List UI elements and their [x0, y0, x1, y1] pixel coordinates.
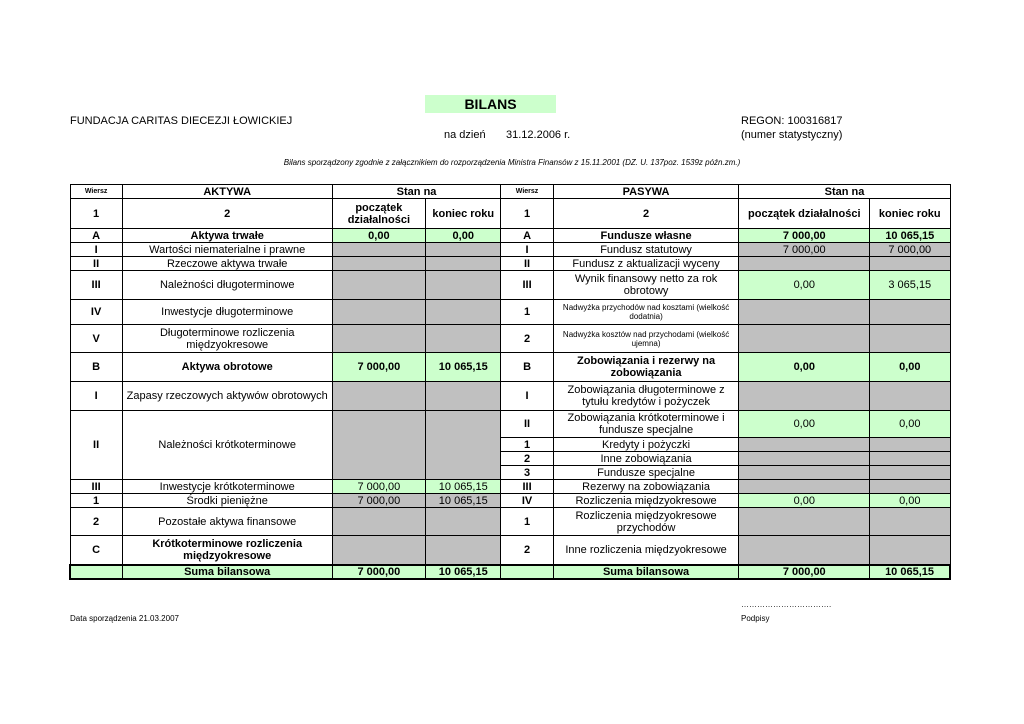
- row-7-left-end: [426, 382, 501, 411]
- row-7-right-start: [739, 382, 870, 411]
- row-1-left-end: [426, 243, 501, 257]
- row-3-left-start: [332, 271, 425, 300]
- row-1-left-start: [332, 243, 425, 257]
- row-15-left-start: [332, 536, 425, 565]
- regon-note: (numer statystyczny): [741, 129, 843, 141]
- row-12-right-label: Rezerwy na zobowiązania: [553, 480, 739, 494]
- row-15-left-no: C: [70, 536, 122, 565]
- row-4-left-end: [426, 300, 501, 325]
- row-5-right-end: [870, 325, 950, 353]
- row-7-left-label: Zapasy rzeczowych aktywów obrotowych: [122, 382, 332, 411]
- legal-note: Bilans sporządzony zgodnie z załącznikiem do rozporządzenia Ministra Finansów z 15.11.2001 (DZ. U. 137poz. 1539z późn.zm.): [283, 158, 741, 167]
- row-3-right-end: 3 065,15: [870, 271, 950, 300]
- row-4-right-label: Nadwyżka przychodów nad kosztami (wielkość dodatnia): [553, 300, 739, 325]
- row-13-left-no: 1: [70, 494, 122, 508]
- row-8-right-end: 0,00: [870, 411, 950, 438]
- row-11-right-start: [739, 466, 870, 480]
- row-5-left-no: V: [70, 325, 122, 353]
- row-4-right-end: [870, 300, 950, 325]
- row-14-right-end: [870, 508, 950, 536]
- row-13-left-start: 7 000,00: [332, 494, 425, 508]
- row-7-right-end: [870, 382, 950, 411]
- row-14-right-no: 1: [501, 508, 553, 536]
- row-15-left-label: Krótkoterminowe rozliczenia międzyokresowe: [122, 536, 332, 565]
- header-poczatek-right: początek działalności: [739, 199, 870, 229]
- row-2-right-label: Fundusz z aktualizacji wyceny: [553, 257, 739, 271]
- row-1-right-start: 7 000,00: [739, 243, 870, 257]
- row-9-right-start: [739, 438, 870, 452]
- row-5-right-label: Nadwyżka kosztów nad przychodami (wielkość ujemna): [553, 325, 739, 353]
- header-col-2-right: 2: [553, 199, 739, 229]
- row-10-right-start: [739, 452, 870, 466]
- row-9-right-label: Kredyty i pożyczki: [553, 438, 739, 452]
- row-3-left-end: [426, 271, 501, 300]
- row-4-right-start: [739, 300, 870, 325]
- row-0-left-start: 0,00: [332, 229, 425, 243]
- row-15-right-no: 2: [501, 536, 553, 565]
- row-3-right-label: Wynik finansowy netto za rok obrotowy: [553, 271, 739, 300]
- row-6-left-no: B: [70, 353, 122, 382]
- row-14-left-end: [426, 508, 501, 536]
- row-6-right-no: B: [501, 353, 553, 382]
- balance-table: [69, 184, 951, 580]
- sum-left-start: 7 000,00: [332, 565, 425, 579]
- row-4-left-no: IV: [70, 300, 122, 325]
- row-12-left-start: 7 000,00: [332, 480, 425, 494]
- row-8-right-start: 0,00: [739, 411, 870, 438]
- row-5-left-end: [426, 325, 501, 353]
- header-koniec-right: koniec roku: [870, 199, 950, 229]
- date-value: 31.12.2006 r.: [506, 129, 571, 141]
- row-15-right-label: Inne rozliczenia międzyokresowe: [553, 536, 739, 565]
- row-10-right-label: Inne zobowiązania: [553, 452, 739, 466]
- row-8-right-no: II: [501, 411, 553, 438]
- document-title: BILANS: [425, 95, 556, 113]
- row-15-right-end: [870, 536, 950, 565]
- header-wiersz-right: Wiersz: [501, 185, 553, 199]
- row-3-left-label: Należności długoterminowe: [122, 271, 332, 300]
- header-koniec-left: koniec roku: [426, 199, 501, 229]
- header-pasywa: PASYWA: [553, 185, 739, 199]
- row-12-left-end: 10 065,15: [426, 480, 501, 494]
- row-6-right-end: 0,00: [870, 353, 950, 382]
- row-12-right-no: III: [501, 480, 553, 494]
- row-11-right-end: [870, 466, 950, 480]
- row-2-right-no: II: [501, 257, 553, 271]
- row-0-right-start: 7 000,00: [739, 229, 870, 243]
- date-label: na dzień: [444, 129, 486, 141]
- row-2-right-start: [739, 257, 870, 271]
- row-5-left-start: [332, 325, 425, 353]
- row-14-left-label: Pozostałe aktywa finansowe: [122, 508, 332, 536]
- row-1-left-no: I: [70, 243, 122, 257]
- row-7-left-no: I: [70, 382, 122, 411]
- row-8-right-label: Zobowiązania krótkoterminowe i fundusze specjalne: [553, 411, 739, 438]
- row-0-right-end: 10 065,15: [870, 229, 950, 243]
- row-7-right-no: I: [501, 382, 553, 411]
- row-15-left-end: [426, 536, 501, 565]
- row-12-left-no: III: [70, 480, 122, 494]
- row-9-right-no: 1: [501, 438, 553, 452]
- row-14-right-label: Rozliczenia międzyokresowe przychodów: [553, 508, 739, 536]
- header-aktywa: AKTYWA: [122, 185, 332, 199]
- header-col-1-left: 1: [70, 199, 122, 229]
- row-5-right-no: 2: [501, 325, 553, 353]
- row-7-left-start: [332, 382, 425, 411]
- row-14-left-start: [332, 508, 425, 536]
- row-9-right-end: [870, 438, 950, 452]
- row-6-right-label: Zobowiązania i rezerwy na zobowiązania: [553, 353, 739, 382]
- row-0-left-no: A: [70, 229, 122, 243]
- sum-right-no: [501, 565, 553, 579]
- row-0-left-end: 0,00: [426, 229, 501, 243]
- sum-left-end: 10 065,15: [426, 565, 501, 579]
- header-stan-na-left: Stan na: [332, 185, 501, 199]
- row-6-left-label: Aktywa obrotowe: [122, 353, 332, 382]
- sum-right-label: Suma bilansowa: [553, 565, 739, 579]
- organization-name: FUNDACJA CARITAS DIECEZJI ŁOWICKIEJ: [70, 115, 293, 127]
- sum-left-no: [70, 565, 122, 579]
- row-13-left-end: 10 065,15: [426, 494, 501, 508]
- preparation-date: Data sporządzenia 21.03.2007: [70, 614, 179, 623]
- row-14-left-no: 2: [70, 508, 122, 536]
- row-10-right-end: [870, 452, 950, 466]
- row-4-right-no: 1: [501, 300, 553, 325]
- row-5-left-label: Długoterminowe rozliczenia międzyokresowe: [122, 325, 332, 353]
- row-3-right-start: 0,00: [739, 271, 870, 300]
- row-8-left-start: [332, 411, 425, 480]
- row-1-right-label: Fundusz statutowy: [553, 243, 739, 257]
- row-12-left-label: Inwestycje krótkoterminowe: [122, 480, 332, 494]
- row-6-left-end: 10 065,15: [426, 353, 501, 382]
- row-13-right-label: Rozliczenia międzyokresowe: [553, 494, 739, 508]
- regon-number: REGON: 100316817: [741, 115, 843, 127]
- row-2-left-end: [426, 257, 501, 271]
- header-stan-na-right: Stan na: [739, 185, 950, 199]
- row-6-left-start: 7 000,00: [332, 353, 425, 382]
- header-col-1-right: 1: [501, 199, 553, 229]
- row-15-right-start: [739, 536, 870, 565]
- row-6-right-start: 0,00: [739, 353, 870, 382]
- row-2-left-no: II: [70, 257, 122, 271]
- row-11-right-label: Fundusze specjalne: [553, 466, 739, 480]
- row-13-left-label: Środki pieniężne: [122, 494, 332, 508]
- header-poczatek-left: początek działalności: [332, 199, 425, 229]
- row-13-right-no: IV: [501, 494, 553, 508]
- row-0-left-label: Aktywa trwałe: [122, 229, 332, 243]
- sum-left-label: Suma bilansowa: [122, 565, 332, 579]
- row-8-left-no: II: [70, 411, 122, 480]
- row-13-right-start: 0,00: [739, 494, 870, 508]
- row-10-right-no: 2: [501, 452, 553, 466]
- row-4-left-start: [332, 300, 425, 325]
- row-8-left-end: [426, 411, 501, 480]
- row-14-right-start: [739, 508, 870, 536]
- row-12-right-end: [870, 480, 950, 494]
- row-11-right-no: 3: [501, 466, 553, 480]
- row-0-right-label: Fundusze własne: [553, 229, 739, 243]
- row-1-right-no: I: [501, 243, 553, 257]
- row-4-left-label: Inwestycje długoterminowe: [122, 300, 332, 325]
- row-3-right-no: III: [501, 271, 553, 300]
- header-col-2-left: 2: [122, 199, 332, 229]
- row-0-right-no: A: [501, 229, 553, 243]
- signature-line: …………………………….: [741, 600, 832, 609]
- sum-right-end: 10 065,15: [870, 565, 950, 579]
- header-wiersz-left: Wiersz: [70, 185, 122, 199]
- row-5-right-start: [739, 325, 870, 353]
- row-1-left-label: Wartości niematerialne i prawne: [122, 243, 332, 257]
- row-2-left-label: Rzeczowe aktywa trwałe: [122, 257, 332, 271]
- row-2-right-end: [870, 257, 950, 271]
- sum-right-start: 7 000,00: [739, 565, 870, 579]
- row-13-right-end: 0,00: [870, 494, 950, 508]
- row-3-left-no: III: [70, 271, 122, 300]
- row-7-right-label: Zobowiązania długoterminowe z tytułu kredytów i pożyczek: [553, 382, 739, 411]
- row-1-right-end: 7 000,00: [870, 243, 950, 257]
- row-12-right-start: [739, 480, 870, 494]
- row-8-left-label: Należności krótkoterminowe: [122, 411, 332, 480]
- row-2-left-start: [332, 257, 425, 271]
- signatures-label: Podpisy: [741, 614, 770, 623]
